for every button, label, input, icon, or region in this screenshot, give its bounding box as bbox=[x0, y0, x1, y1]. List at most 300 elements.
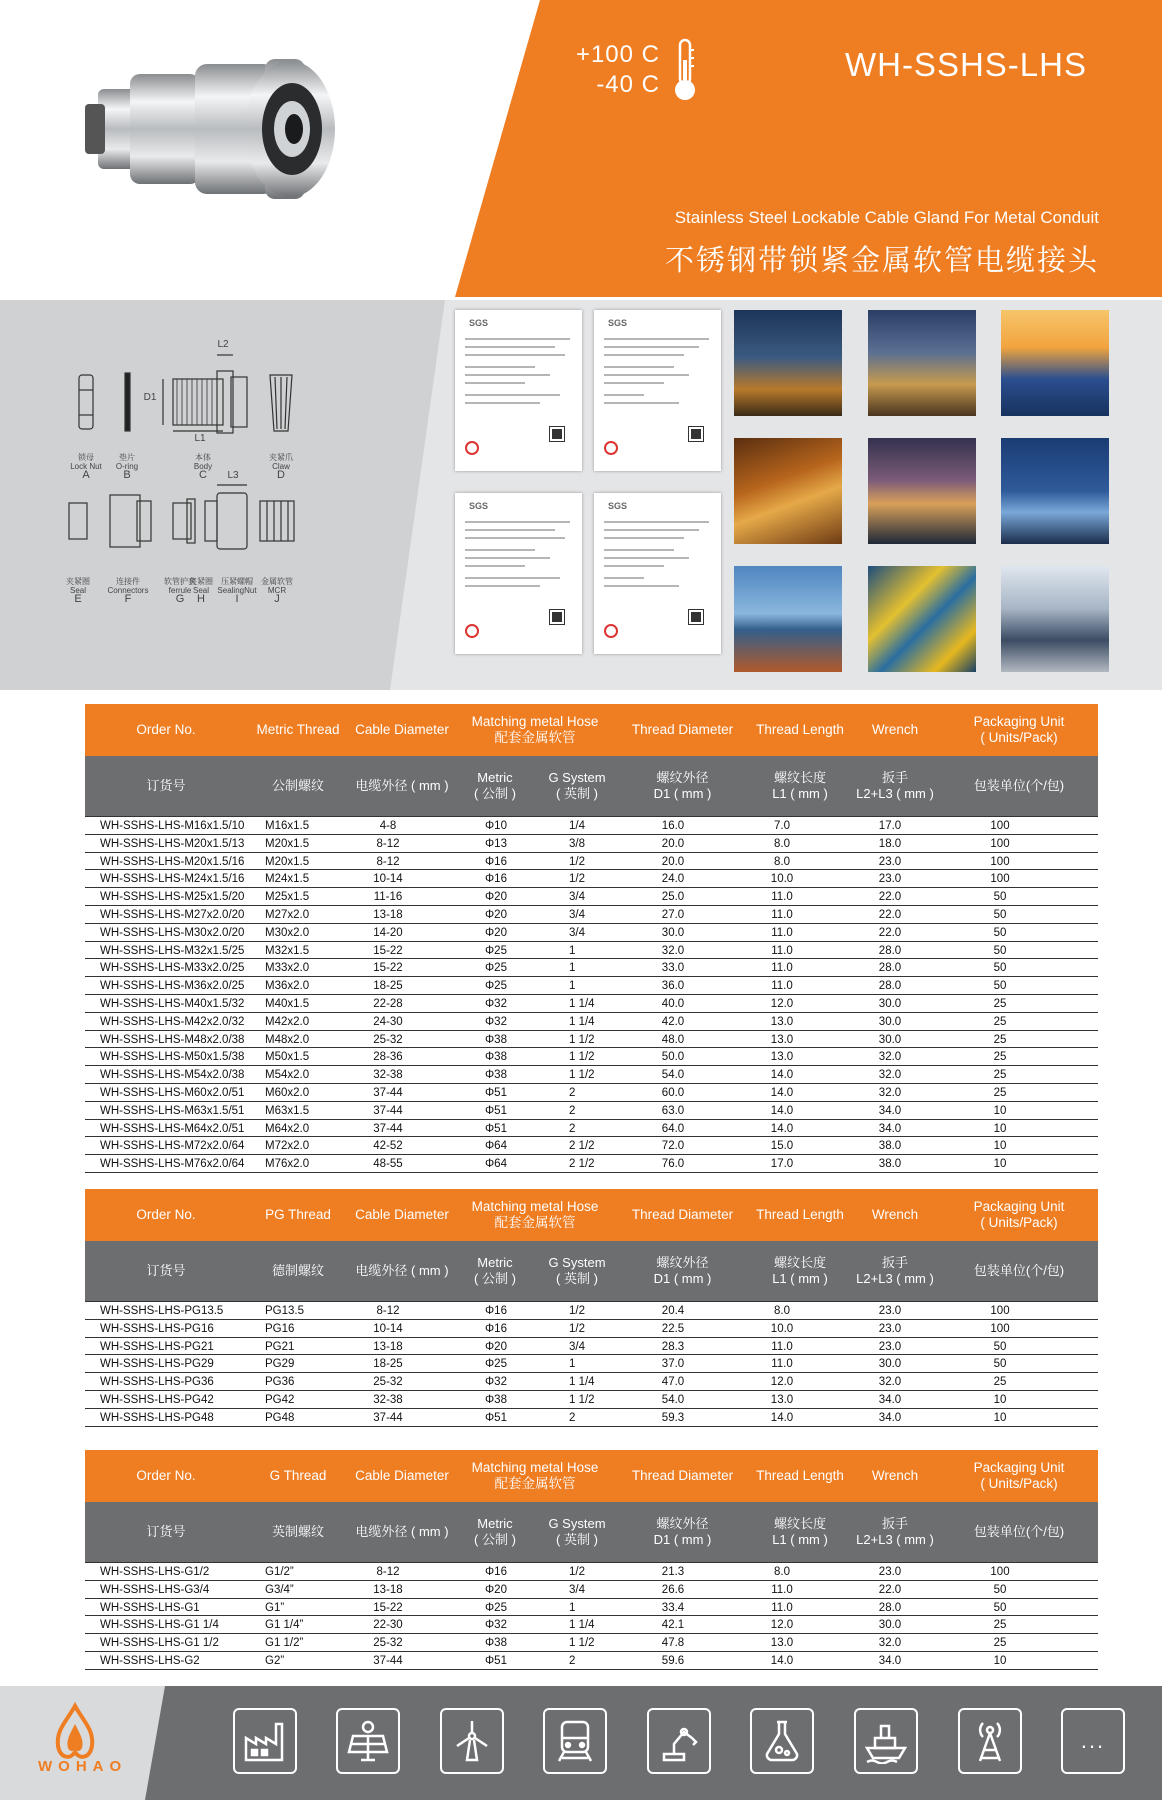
table-cell: 13-18 bbox=[373, 1583, 403, 1596]
robot-arm-icon bbox=[656, 1718, 702, 1764]
part-letter: G bbox=[175, 593, 185, 605]
table-cell: 1 1/4 bbox=[569, 997, 595, 1010]
table-cell: 25 bbox=[993, 997, 1007, 1010]
table-cell: M24x1.5 bbox=[265, 873, 310, 886]
table-row bbox=[85, 1599, 1098, 1617]
part-letter: B bbox=[123, 469, 131, 481]
table-cell: 22.0 bbox=[878, 908, 902, 921]
table-cell: 25-32 bbox=[373, 1376, 403, 1389]
hose-cn: 配套金属软管 bbox=[494, 1215, 576, 1230]
tl-unit: L1 ( mm ) bbox=[772, 1532, 828, 1547]
table-cell: WH-SSHS-LHS-M63x1.5/51 bbox=[100, 1104, 245, 1117]
part-letter: C bbox=[199, 469, 207, 481]
table-cell: 25 bbox=[993, 1033, 1007, 1046]
col-wrench-cn bbox=[845, 1502, 945, 1562]
table-cell: G1 1/2” bbox=[265, 1637, 304, 1650]
tl-cn: 螺纹长度 bbox=[773, 1255, 826, 1270]
table-cell: PG29 bbox=[265, 1358, 295, 1371]
table-cell: 32-38 bbox=[373, 1393, 403, 1406]
table-cell: WH-SSHS-LHS-G1/2 bbox=[100, 1566, 210, 1578]
dim-l3-label: L3 bbox=[227, 470, 239, 481]
table-row bbox=[85, 1031, 1098, 1049]
table-body bbox=[85, 1301, 1098, 1427]
table-cell: 11.0 bbox=[771, 1601, 793, 1614]
qr-code-icon bbox=[550, 610, 564, 624]
g-system-en: G System bbox=[548, 770, 606, 785]
thermometer-icon bbox=[672, 38, 698, 104]
table-cell: 30.0 bbox=[661, 926, 685, 939]
table-row bbox=[85, 1391, 1098, 1409]
col-matching-hose bbox=[455, 1189, 615, 1241]
table-cell: M40x1.5 bbox=[265, 997, 310, 1010]
industry-chemical-button[interactable] bbox=[750, 1708, 814, 1774]
logo-text: WOHAO bbox=[38, 1758, 128, 1775]
col-wrench-cn bbox=[845, 1241, 945, 1301]
table-cell: 10-14 bbox=[373, 873, 403, 886]
photo-solar-wind bbox=[1001, 310, 1109, 416]
table-cell: PG48 bbox=[265, 1411, 295, 1424]
table-cell: 50 bbox=[993, 1358, 1007, 1371]
table-cell: 47.8 bbox=[661, 1637, 685, 1650]
table-cell: 36.0 bbox=[661, 980, 685, 993]
part-en: Body bbox=[193, 462, 213, 471]
table-cell: Φ51 bbox=[485, 1654, 507, 1667]
table-cell: 13-18 bbox=[373, 908, 403, 921]
col-wrench: Wrench bbox=[871, 1468, 919, 1483]
table-row bbox=[85, 959, 1098, 977]
col-order-no: Order No. bbox=[136, 722, 196, 737]
table-cell: 14.0 bbox=[770, 1654, 794, 1667]
table-cell: Φ51 bbox=[485, 1411, 507, 1424]
table-row bbox=[85, 1652, 1098, 1670]
table-cell: 32.0 bbox=[661, 944, 685, 957]
table-cell: WH-SSHS-LHS-M27x2.0/20 bbox=[100, 908, 245, 921]
table-cell: 1/2 bbox=[569, 1566, 585, 1578]
table-cell: 100 bbox=[990, 1322, 1010, 1335]
table-cell: Φ20 bbox=[485, 1583, 507, 1596]
table-cell: 23.0 bbox=[878, 1340, 902, 1353]
table-cell: PG16 bbox=[265, 1322, 295, 1335]
table-cell: 59.3 bbox=[661, 1411, 685, 1424]
part-cn: 软管护套 bbox=[164, 577, 196, 586]
table-cell: PG21 bbox=[265, 1340, 295, 1353]
col-thread-length: Thread Length bbox=[756, 1207, 844, 1222]
table-cell: 72.0 bbox=[661, 1140, 685, 1153]
g-system-cn: ( 英制 ) bbox=[556, 1532, 598, 1547]
temperature-range bbox=[560, 40, 720, 110]
pg-thread-table bbox=[85, 1189, 1098, 1427]
table-cell: 1 bbox=[569, 944, 576, 957]
table-cell: 10 bbox=[993, 1122, 1007, 1135]
table-cell: Φ20 bbox=[485, 908, 507, 921]
part-en: Connectors bbox=[107, 586, 149, 595]
table-cell: 11.0 bbox=[771, 908, 793, 921]
factory-icon bbox=[242, 1718, 288, 1764]
part-label-b bbox=[102, 453, 152, 480]
table-cell: 8.0 bbox=[774, 1566, 790, 1578]
table-cell: 24.0 bbox=[661, 873, 685, 886]
part-label-e bbox=[53, 577, 103, 604]
industry-solar-button[interactable] bbox=[336, 1708, 400, 1774]
tl-cn: 螺纹长度 bbox=[773, 1516, 826, 1531]
table-cell: 11.0 bbox=[771, 926, 793, 939]
part-cn: 本体 bbox=[195, 453, 211, 462]
table-cell: G2” bbox=[265, 1654, 285, 1667]
table-cell: 20.0 bbox=[661, 855, 685, 868]
table-cell: 15-22 bbox=[373, 1601, 403, 1614]
sgs-logo: SGS bbox=[469, 501, 489, 511]
table-cell: M64x2.0 bbox=[265, 1122, 310, 1135]
part-cn: 金属软管 bbox=[261, 577, 293, 586]
packaging-en: Packaging Unit bbox=[973, 714, 1065, 729]
table-cell: 8.0 bbox=[774, 837, 790, 850]
hose-en: Matching metal Hose bbox=[471, 1199, 599, 1214]
table-cell: 100 bbox=[990, 820, 1010, 832]
table-cell: 34.0 bbox=[878, 1104, 902, 1117]
table-cell: 34.0 bbox=[878, 1122, 902, 1135]
table-cell: 32.0 bbox=[878, 1376, 902, 1389]
table-cell: 13-18 bbox=[373, 1340, 403, 1353]
table-cell: 2 bbox=[569, 1086, 576, 1099]
table-cell: M36x2.0 bbox=[265, 980, 310, 993]
metric-thread-table bbox=[85, 704, 1098, 1173]
dim-l1-label: L1 bbox=[194, 433, 206, 444]
table-cell: 100 bbox=[990, 1566, 1010, 1578]
table-row bbox=[85, 1066, 1098, 1084]
table-cell: M54x2.0 bbox=[265, 1069, 310, 1082]
hose-cn: 配套金属软管 bbox=[494, 730, 576, 745]
table-cell: 37-44 bbox=[373, 1654, 403, 1667]
col-packaging-cn: 包装单位(个/包) bbox=[973, 778, 1065, 793]
wrench-unit: L2+L3 ( mm ) bbox=[856, 1271, 934, 1286]
metric-en: Metric bbox=[477, 770, 513, 785]
table-cell: 50 bbox=[993, 926, 1007, 939]
g-system-en: G System bbox=[548, 1255, 606, 1270]
table-cell: 28-36 bbox=[373, 1051, 403, 1064]
table-cell: 15-22 bbox=[373, 944, 403, 957]
table-cell: 10-14 bbox=[373, 1322, 403, 1335]
part-cn: 锁母 bbox=[78, 453, 94, 462]
table-cell: 22-28 bbox=[373, 997, 403, 1010]
tl-unit: L1 ( mm ) bbox=[772, 1271, 828, 1286]
table-row bbox=[85, 1355, 1098, 1373]
table-row bbox=[85, 1338, 1098, 1356]
table-cell: WH-SSHS-LHS-M72x2.0/64 bbox=[100, 1140, 245, 1153]
table-cell: Φ51 bbox=[485, 1122, 507, 1135]
table-cell: 11.0 bbox=[771, 1340, 793, 1353]
table-cell: 22.5 bbox=[661, 1322, 685, 1335]
table-cell: 23.0 bbox=[878, 1305, 902, 1317]
train-icon bbox=[552, 1718, 598, 1764]
td-unit: D1 ( mm ) bbox=[653, 1271, 712, 1286]
model-title: WH-SSHS-LHS bbox=[844, 46, 1087, 83]
table-cell: 33.0 bbox=[661, 962, 685, 975]
table-cell: 63.0 bbox=[661, 1104, 685, 1117]
table-cell: 34.0 bbox=[878, 1654, 902, 1667]
table-cell: 38.0 bbox=[878, 1158, 902, 1171]
dim-l2-label: L2 bbox=[217, 339, 229, 350]
table-cell: Φ25 bbox=[485, 944, 507, 957]
solar-panel-icon bbox=[345, 1718, 391, 1764]
part-letter: I bbox=[235, 593, 239, 605]
signal-tower-icon bbox=[967, 1718, 1013, 1764]
table-cell: 3/4 bbox=[569, 1583, 585, 1596]
wrench-unit: L2+L3 ( mm ) bbox=[856, 786, 934, 801]
table-cell: 25 bbox=[993, 1376, 1007, 1389]
g-system-cn: ( 英制 ) bbox=[556, 1271, 598, 1286]
table-cell: 30.0 bbox=[878, 1358, 902, 1371]
table-cell: Φ10 bbox=[485, 820, 507, 832]
table-cell: WH-SSHS-LHS-G3/4 bbox=[100, 1583, 210, 1596]
metric-en: Metric bbox=[477, 1516, 513, 1531]
table-cell: 8-12 bbox=[376, 855, 400, 868]
table-cell: 28.3 bbox=[661, 1340, 685, 1353]
part-cn: 连接件 bbox=[116, 577, 140, 586]
table-cell: 100 bbox=[990, 855, 1010, 868]
part-letter: J bbox=[274, 593, 280, 605]
col-g-system bbox=[537, 1502, 617, 1562]
table-cell: 30.0 bbox=[878, 1619, 902, 1632]
table-row bbox=[85, 924, 1098, 942]
table-row bbox=[85, 853, 1098, 871]
td-unit: D1 ( mm ) bbox=[653, 1532, 712, 1547]
col-thread-diameter-cn bbox=[625, 1241, 740, 1301]
g-system-cn: ( 英制 ) bbox=[556, 786, 598, 801]
table-cell: 1/2 bbox=[569, 855, 585, 868]
table-cell: 34.0 bbox=[878, 1393, 902, 1406]
table-cell: 60.0 bbox=[661, 1086, 685, 1099]
col-order-no: Order No. bbox=[136, 1207, 196, 1222]
product-header bbox=[0, 0, 1162, 297]
table-cell: PG42 bbox=[265, 1393, 295, 1406]
table-body bbox=[85, 1562, 1098, 1670]
part-en: Lock Nut bbox=[70, 462, 102, 471]
table-cell: 25 bbox=[993, 1637, 1007, 1650]
table-cell: Φ64 bbox=[485, 1158, 507, 1171]
table-cell: WH-SSHS-LHS-M20x1.5/13 bbox=[100, 837, 245, 850]
table-cell: WH-SSHS-LHS-M54x2.0/38 bbox=[100, 1069, 245, 1082]
table-row bbox=[85, 1373, 1098, 1391]
photo-train-station bbox=[1001, 566, 1109, 672]
col-thread-length: Thread Length bbox=[756, 1468, 844, 1483]
table-cell: 22.0 bbox=[878, 891, 902, 904]
table-cell: Φ38 bbox=[485, 1069, 507, 1082]
table-cell: 28.0 bbox=[878, 962, 902, 975]
td-unit: D1 ( mm ) bbox=[653, 786, 712, 801]
table-cell: Φ25 bbox=[485, 980, 507, 993]
sgs-certificate-1 bbox=[455, 310, 582, 471]
table-cell: 25 bbox=[993, 1619, 1007, 1632]
table-cell: 23.0 bbox=[878, 1566, 902, 1578]
table-cell: 11.0 bbox=[771, 1583, 793, 1596]
table-row bbox=[85, 817, 1098, 835]
table-cell: 16.0 bbox=[661, 820, 685, 832]
hose-en: Matching metal Hose bbox=[471, 1460, 599, 1475]
table-cell: Φ25 bbox=[485, 1358, 507, 1371]
table-cell: 50 bbox=[993, 1601, 1007, 1614]
table-cell: Φ16 bbox=[485, 1566, 507, 1578]
table-cell: 15.0 bbox=[770, 1140, 794, 1153]
col-thread-diameter: Thread Diameter bbox=[631, 722, 734, 737]
part-en: ferrule bbox=[168, 586, 192, 595]
table-cell: 13.0 bbox=[770, 1015, 794, 1028]
col-thread-length-cn bbox=[745, 1241, 855, 1301]
table-cell: WH-SSHS-LHS-M24x1.5/16 bbox=[100, 873, 245, 886]
table-row bbox=[85, 1120, 1098, 1138]
table-cell: 12.0 bbox=[770, 997, 794, 1010]
col-matching-hose bbox=[455, 1450, 615, 1502]
col-thread: G Thread bbox=[269, 1468, 327, 1483]
table-cell: 7.0 bbox=[774, 820, 790, 832]
table-cell: Φ20 bbox=[485, 891, 507, 904]
table-cell: M48x2.0 bbox=[265, 1033, 310, 1046]
more-icon: ... bbox=[1080, 1728, 1106, 1753]
table-cell: 1/2 bbox=[569, 873, 585, 886]
table-cell: 1 bbox=[569, 1601, 576, 1614]
table-cell: Φ38 bbox=[485, 1033, 507, 1046]
table-cell: 17.0 bbox=[770, 1158, 794, 1171]
col-packaging-cn: 包装单位(个/包) bbox=[973, 1263, 1065, 1278]
temperature-low: -40 C bbox=[596, 71, 660, 98]
col-packaging bbox=[940, 704, 1098, 756]
table-cell: G3/4” bbox=[265, 1583, 294, 1596]
table-cell: 50 bbox=[993, 1583, 1007, 1596]
part-en: Seal bbox=[69, 586, 86, 595]
cable-gland-product-image bbox=[80, 34, 380, 224]
table-cell: Φ32 bbox=[485, 997, 507, 1010]
table-cell: 11.0 bbox=[771, 891, 793, 904]
table-cell: WH-SSHS-LHS-M64x2.0/51 bbox=[100, 1122, 245, 1135]
table-cell: Φ25 bbox=[485, 1601, 507, 1614]
table-cell: M42x2.0 bbox=[265, 1015, 310, 1028]
table-cell: 23.0 bbox=[878, 1322, 902, 1335]
table-cell: Φ20 bbox=[485, 1340, 507, 1353]
col-packaging-cn: 包装单位(个/包) bbox=[973, 1524, 1065, 1539]
table-cell: 47.0 bbox=[661, 1376, 685, 1389]
table-row bbox=[85, 977, 1098, 995]
col-g-system bbox=[537, 756, 617, 816]
table-cell: WH-SSHS-LHS-M36x2.0/25 bbox=[100, 980, 245, 993]
table-cell: WH-SSHS-LHS-M25x1.5/20 bbox=[100, 891, 245, 904]
col-wrench: Wrench bbox=[871, 1207, 919, 1222]
part-label-c bbox=[178, 453, 228, 480]
table-cell: 38.0 bbox=[878, 1140, 902, 1153]
tl-cn: 螺纹长度 bbox=[773, 770, 826, 785]
table-cell: G1/2” bbox=[265, 1566, 294, 1578]
industry-telecom-button[interactable] bbox=[958, 1708, 1022, 1774]
industry-wind-button[interactable] bbox=[440, 1708, 504, 1774]
col-thread-diameter: Thread Diameter bbox=[631, 1468, 734, 1483]
industry-railway-button[interactable] bbox=[543, 1708, 607, 1774]
table-cell: Φ51 bbox=[485, 1086, 507, 1099]
table-cell: G1 1/4” bbox=[265, 1619, 304, 1632]
table-row bbox=[85, 1581, 1098, 1599]
table-cell: M76x2.0 bbox=[265, 1158, 310, 1171]
table-cell: 4-8 bbox=[379, 820, 397, 832]
col-packaging bbox=[940, 1450, 1098, 1502]
table-cell: 100 bbox=[990, 873, 1010, 886]
table-cell: G1” bbox=[265, 1601, 285, 1614]
table-cell: 54.0 bbox=[661, 1393, 685, 1406]
table-cell: WH-SSHS-LHS-PG13.5 bbox=[100, 1305, 224, 1317]
table-cell: WH-SSHS-LHS-M40x1.5/32 bbox=[100, 997, 245, 1010]
table-cell: WH-SSHS-LHS-M30x2.0/20 bbox=[100, 926, 245, 939]
sgs-certificate-3 bbox=[455, 493, 582, 654]
table-cell: 25 bbox=[993, 1069, 1007, 1082]
table-cell: 8.0 bbox=[774, 855, 790, 868]
table-cell: WH-SSHS-LHS-PG16 bbox=[100, 1322, 214, 1335]
col-thread-cn: 英制螺纹 bbox=[271, 1524, 324, 1539]
sgs-logo: SGS bbox=[608, 501, 628, 511]
table-cell: Φ16 bbox=[485, 1322, 507, 1335]
table-cell: 18-25 bbox=[373, 1358, 403, 1371]
col-cable-diameter-cn: 电缆外径 ( mm ) bbox=[355, 778, 449, 793]
table-cell: 2 bbox=[569, 1104, 576, 1117]
photo-harbor-city bbox=[868, 438, 976, 544]
table-header-cn bbox=[85, 1502, 1098, 1562]
table-cell: 22.0 bbox=[878, 926, 902, 939]
industry-marine-button[interactable] bbox=[854, 1708, 918, 1774]
part-label-h bbox=[183, 577, 219, 604]
col-thread-diameter-cn bbox=[625, 1502, 740, 1562]
part-label-d bbox=[256, 453, 306, 480]
table-cell: 28.0 bbox=[878, 944, 902, 957]
packaging-sub: ( Units/Pack) bbox=[980, 1476, 1058, 1491]
table-cell: WH-SSHS-LHS-M20x1.5/16 bbox=[100, 855, 245, 868]
table-cell: WH-SSHS-LHS-M60x2.0/51 bbox=[100, 1086, 245, 1099]
table-cell: 15-22 bbox=[373, 962, 403, 975]
table-cell: 1 bbox=[569, 980, 576, 993]
table-header-cn bbox=[85, 756, 1098, 816]
metric-en: Metric bbox=[477, 1255, 513, 1270]
wrench-cn: 扳手 bbox=[881, 1516, 908, 1531]
td-cn: 螺纹外径 bbox=[656, 1516, 709, 1531]
table-cell: 18-25 bbox=[373, 980, 403, 993]
table-cell: 18.0 bbox=[878, 837, 902, 850]
table-cell: 13.0 bbox=[770, 1393, 794, 1406]
table-cell: 3/4 bbox=[569, 908, 585, 921]
part-cn: 夹紧爪 bbox=[269, 453, 293, 462]
industry-factory-button[interactable] bbox=[233, 1708, 297, 1774]
table-cell: 34.0 bbox=[878, 1411, 902, 1424]
col-order-no-cn: 订货号 bbox=[146, 1263, 186, 1278]
table-cell: 42-52 bbox=[373, 1140, 403, 1153]
table-cell: WH-SSHS-LHS-PG42 bbox=[100, 1393, 214, 1406]
table-cell: WH-SSHS-LHS-M50x1.5/38 bbox=[100, 1051, 245, 1064]
table-cell: M32x1.5 bbox=[265, 944, 310, 957]
table-cell: 48.0 bbox=[661, 1033, 685, 1046]
part-label-j bbox=[252, 577, 302, 604]
table-cell: WH-SSHS-LHS-M33x2.0/25 bbox=[100, 962, 245, 975]
table-cell: WH-SSHS-LHS-M42x2.0/32 bbox=[100, 1015, 245, 1028]
col-cable-diameter-cn: 电缆外径 ( mm ) bbox=[355, 1524, 449, 1539]
table-cell: Φ16 bbox=[485, 873, 507, 886]
table-cell: 30.0 bbox=[878, 1015, 902, 1028]
table-cell: 42.0 bbox=[661, 1015, 685, 1028]
table-cell: 26.6 bbox=[661, 1583, 685, 1596]
part-letter: E bbox=[74, 593, 82, 605]
more-button[interactable] bbox=[1061, 1708, 1125, 1774]
table-cell: 1/2 bbox=[569, 1305, 585, 1317]
table-cell: 17.0 bbox=[878, 820, 902, 832]
col-thread: PG Thread bbox=[265, 1207, 331, 1222]
photo-chemical-plant bbox=[1001, 438, 1109, 544]
table-row bbox=[85, 995, 1098, 1013]
industry-robotics-button[interactable] bbox=[647, 1708, 711, 1774]
wind-turbine-icon bbox=[449, 1718, 495, 1764]
table-row bbox=[85, 835, 1098, 853]
table-cell: 50 bbox=[993, 908, 1007, 921]
